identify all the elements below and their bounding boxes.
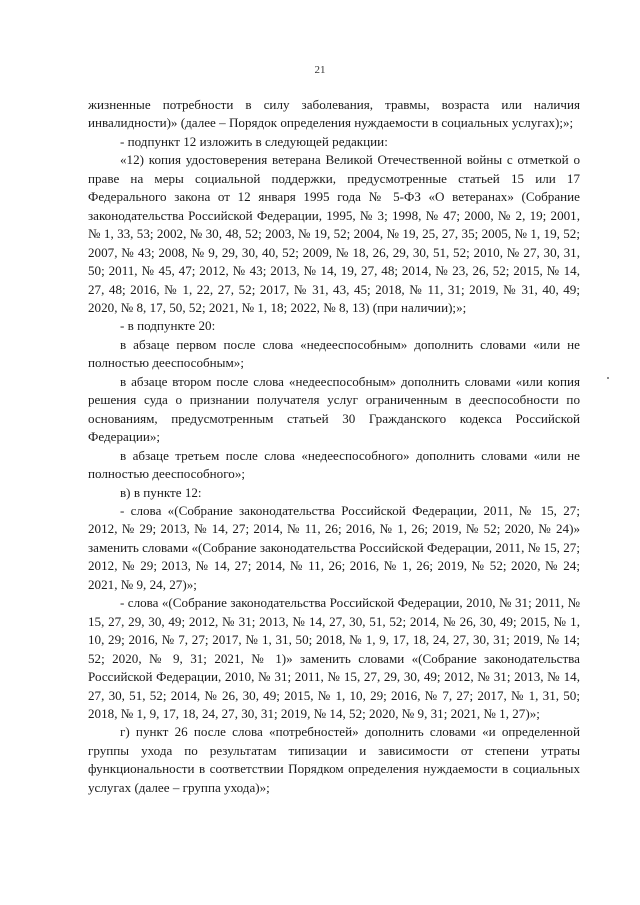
paragraph: - слова «(Собрание законодательства Российской Федерации, 2010, № 31; 2011, № 15, 27, 29, 30, 49; 2012, № 31; 2013, № 14, 27, 30, 51, 52; 2014, № 26, 30, 49; 2015, № 1, 10, 29; 2016, № 7, 27; 2017, № 1, 31, 50; 2018, № 1, 9, 17, 18, 24, 27, 30, 31; 2019, № 14; 52; 2020, № 9, 31; 2021, № 1)» заменить словами «(Собрание законодательства Российской Федерации, 2010, № 31; 2011, № 15, 27, 29, 30, 49; 2012, № 31; 2013, № 14, 27, 30, 51, 52; 2014, № 26, 30, 49; 2015, № 1, 10, 29; 2016, № 7, 27; 2017, № 1, 31, 50; 2018, № 1, 9, 17, 18, 24, 27, 30, 31; 2019, № 14, 52; 2020, № 9, 31; 2021, № 1, 27)»; bbox=[88, 595, 580, 721]
scan-speck bbox=[607, 377, 609, 379]
paragraph: «12) копия удостоверения ветерана Великой Отечественной войны с отметкой о праве на меры социальной поддержки, предусмотренные статьей 15 или 17 Федерального закона от 12 января 1995 года № 5-ФЗ «О ветеранах» (Собрание законодательства Российской Федерации, 1995, № 3; 1998, № 47; 2000, № 2, 19; 2001, № 1, 33, 53; 2002, № 30, 48, 52; 2003, № 19, 52; 2004, № 19, 25, 27, 35; 2005, № 1, 19, 52; 2007, № 43; 2008, № 9, 29, 30, 40, 52; 2009, № 18, 26, 29, 30, 51, 52; 2010, № 27, 30, 31, 50; 2011, № 45, 47; 2012, № 43; 2013, № 14, 19, 27, 48; 2014, № 23, 26, 52; 2015, № 14, 27, 48; 2016, № 1, 22, 27, 52; 2017, № 31, 43, 45; 2018, № 11, 31; 2019, № 31, 40, 49; 2020, № 8, 17, 50, 52; 2021, № 1, 18; 2022, № 8, 13) (при наличии);»; bbox=[88, 152, 580, 315]
paragraph: жизненные потребности в силу заболевания, травмы, возраста или наличия инвалидности)» (далее – Порядок определения нуждаемости в социальных услугах);»; bbox=[88, 97, 580, 131]
paragraph: - подпункт 12 изложить в следующей редакции: bbox=[120, 133, 388, 149]
paragraph: в абзаце первом после слова «недееспособным» дополнить словами «или не полностью дееспособным»; bbox=[88, 336, 580, 371]
paragraph: - в подпункте 20: bbox=[120, 318, 216, 334]
page-number: 21 bbox=[314, 64, 326, 76]
paragraph: в абзаце третьем после слова «недееспособного» дополнить словами «или не полностью дееспособного»; bbox=[88, 447, 580, 482]
document-body bbox=[88, 96, 580, 797]
paragraph: г) пункт 26 после слова «потребностей» дополнить словами «и определенной группы ухода по результатам типизации и зависимости от степени утраты функциональности в соответствии Порядком определения нуждаемости в социальных услугах (далее – группа ухода)»; bbox=[88, 724, 580, 795]
paragraph: в) в пункте 12: bbox=[120, 484, 202, 500]
paragraph: в абзаце втором после слова «недееспособным» дополнить словами «или копия решения суда о признании получателя услуг ограниченным в дееспособности по основаниям, предусмотренным статьей 30 Гражданского кодекса Российской Федерации»; bbox=[88, 373, 580, 445]
paragraph: - слова «(Собрание законодательства Российской Федерации, 2011, № 15, 27; 2012, № 29; 2013, № 14, 27; 2014, № 11, 26; 2016, № 1, 26; 2019, № 52; 2020, № 24)» заменить словами «(Собрание законодательства Российской Федерации, 2011, № 15, 27; 2012, № 29; 2013, № 14, 27; 2014, № 11, 26; 2016, № 1, 26; 2019, № 52; 2020, № 24; 2021, № 9, 24, 27)»; bbox=[88, 502, 580, 592]
